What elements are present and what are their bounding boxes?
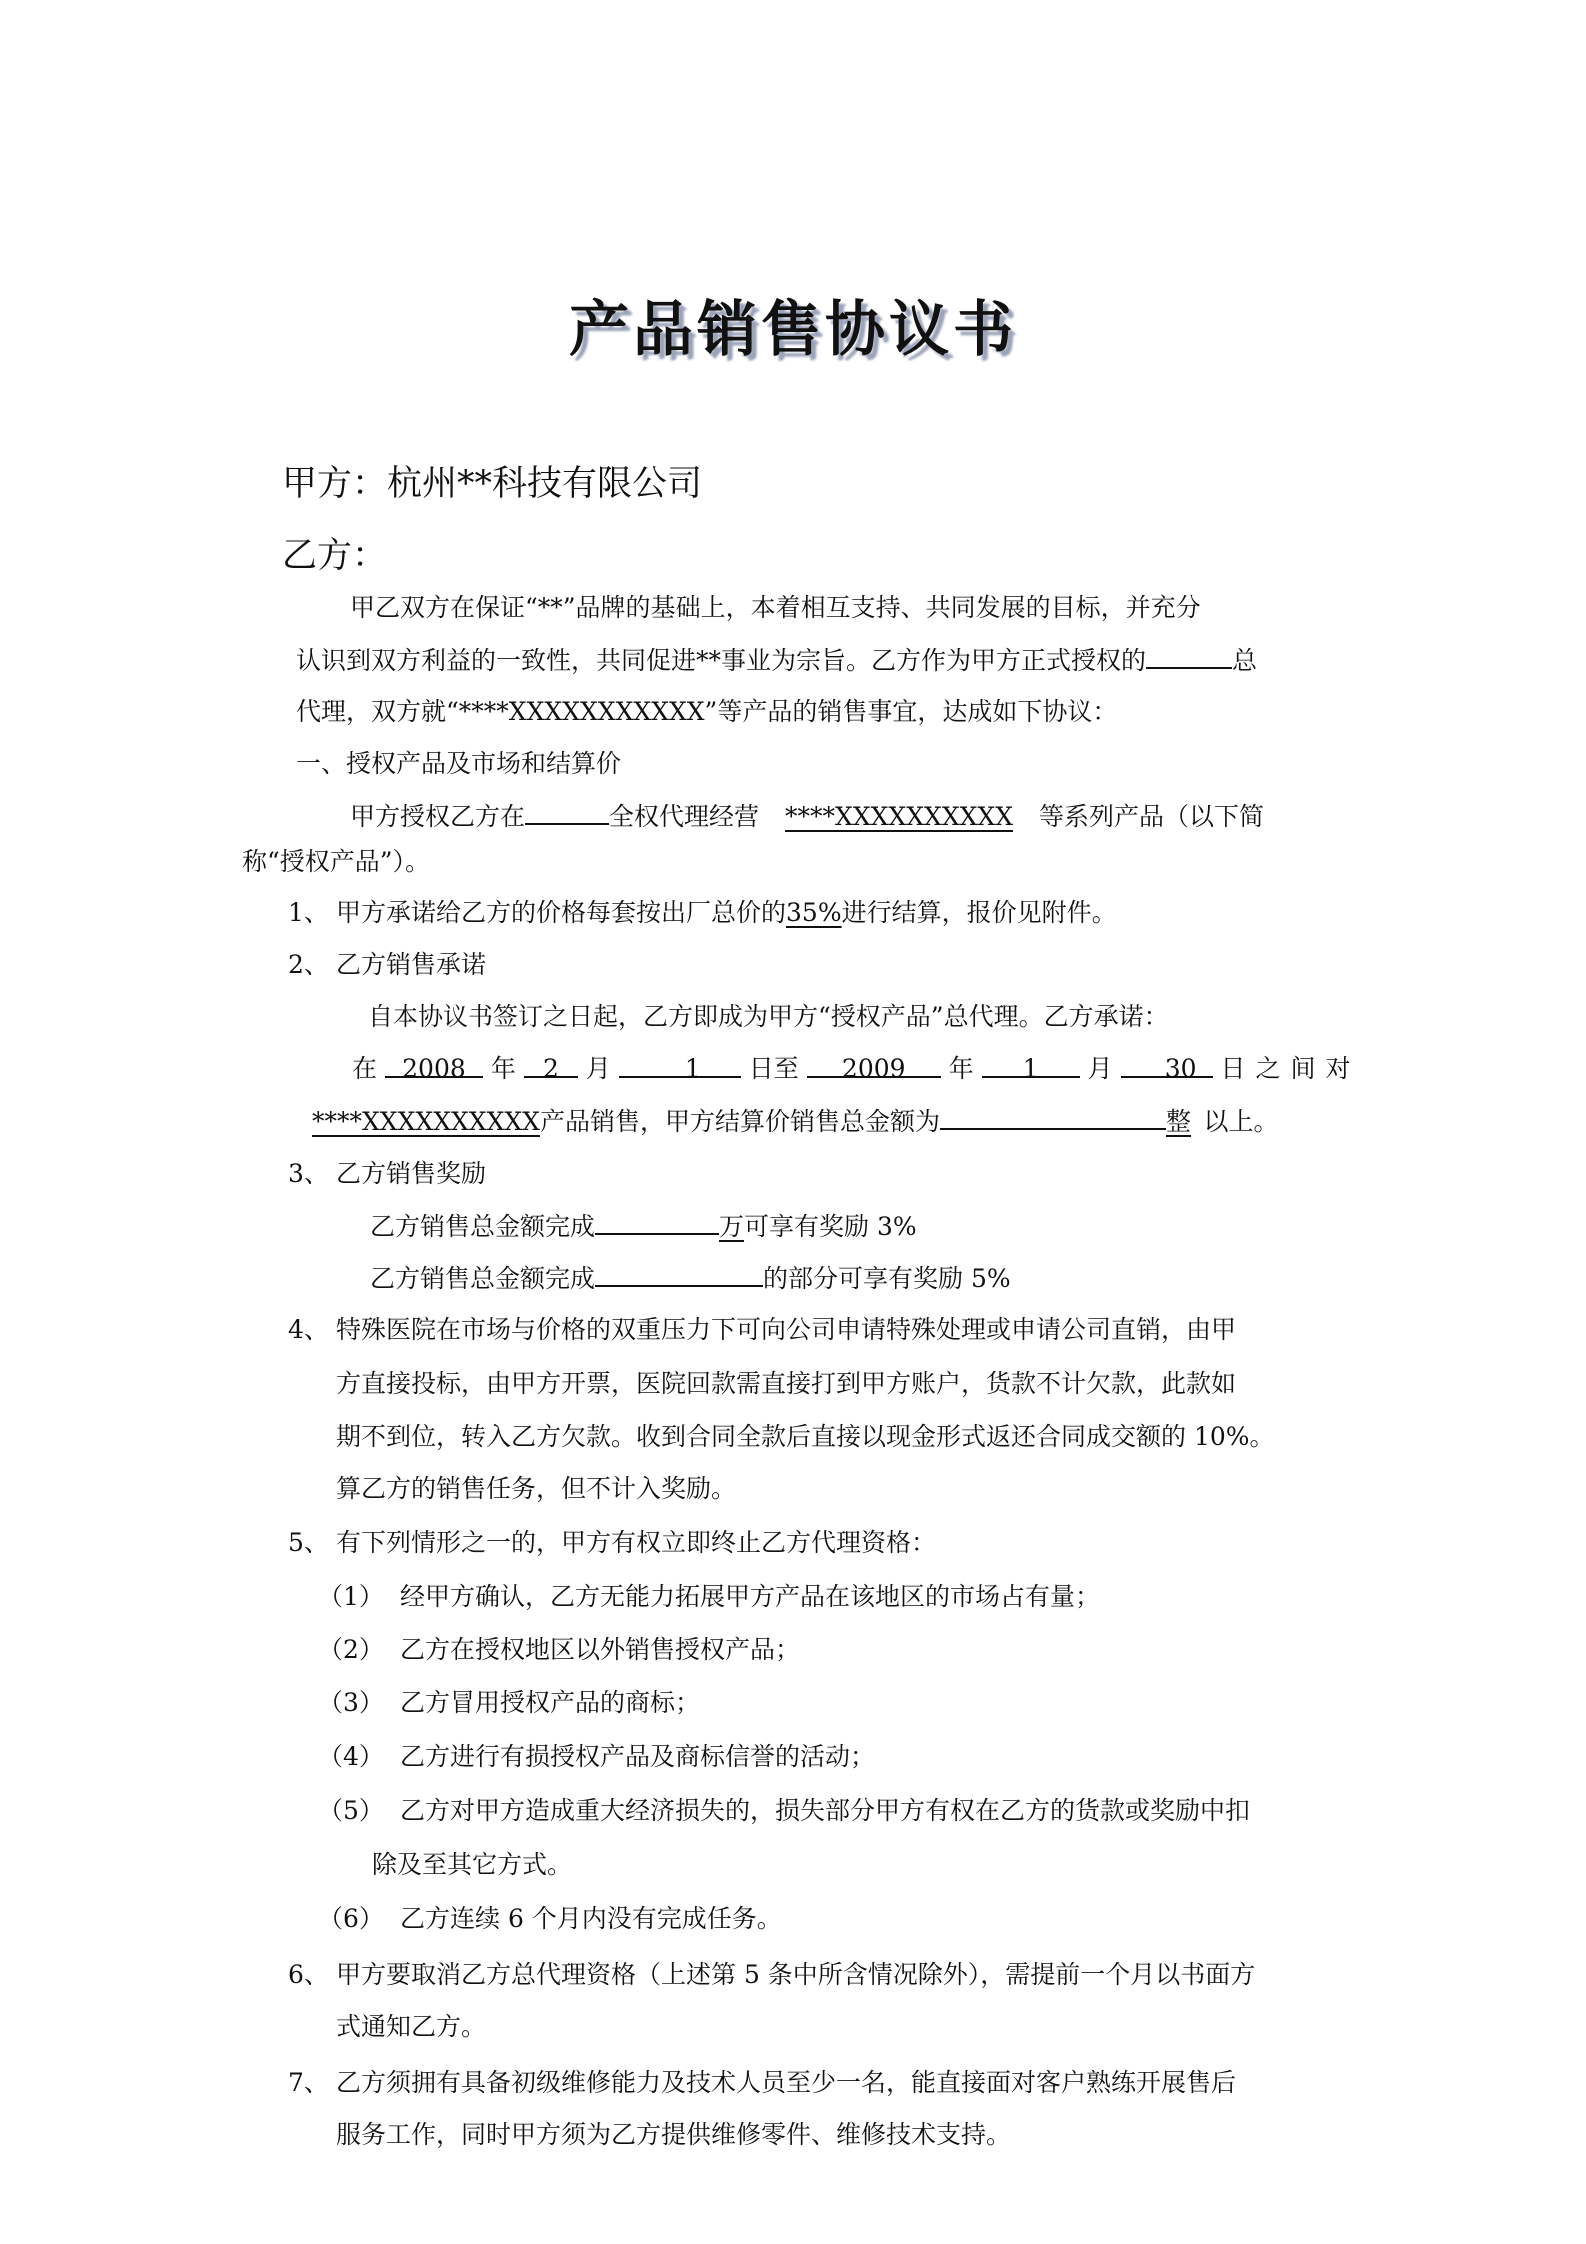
- reward-1-amount-field[interactable]: [595, 1209, 719, 1235]
- end-month: 1: [1022, 1054, 1039, 1083]
- start-day: 1: [684, 1054, 701, 1083]
- intro-line-3: 代理，双方就“****XXXXXXXXXXX”等产品的销售事宜，达成如下协议：: [296, 697, 1118, 726]
- date-zai: 在: [352, 1054, 378, 1083]
- start-year-field[interactable]: [385, 1052, 483, 1083]
- clause-4-line-3: 期不到位，转入乙方欠款。收到合同全款后直接以现金形式返还合同成交额的 10%。: [336, 1422, 1275, 1451]
- clause-5-item: [318, 1902, 782, 1936]
- clause-7-number: 7、: [288, 2068, 329, 2097]
- document-title: 产品销售协议书: [569, 295, 1017, 365]
- clause-6-number: 6、: [288, 1960, 329, 1989]
- clause-3-number: 3、: [288, 1159, 329, 1188]
- clause-2-line-1: 自本协议书签订之日起，乙方即成为甲方“授权产品”总代理。乙方承诺：: [368, 1002, 1169, 1031]
- clause-5-number: 5、: [288, 1528, 329, 1557]
- auth-region-blank[interactable]: [525, 799, 609, 825]
- clause-4-number: 4、: [288, 1315, 329, 1344]
- item-number: （2）: [318, 1635, 384, 1664]
- item-text: 乙方进行有损授权产品及商标信誉的活动；: [400, 1742, 876, 1771]
- clause-2-date-line: [352, 1052, 1361, 1086]
- item-text: 乙方冒用授权产品的商标；: [400, 1688, 701, 1717]
- clause-1-number: 1、: [288, 898, 329, 927]
- clause-1-text-b: 进行结算，报价见附件。: [841, 898, 1117, 927]
- auth-text-b: 全权代理经营: [609, 802, 760, 831]
- clause-2-number: 2、: [288, 950, 329, 979]
- item-number: （1）: [318, 1582, 384, 1611]
- clause-7-line-2: 服务工作，同时甲方须为乙方提供维修零件、维修技术支持。: [336, 2120, 1012, 2149]
- item-number: （5）: [318, 1796, 384, 1825]
- authorization-line-cont: 称“授权产品”）。: [242, 847, 431, 876]
- date-ri-zhijian-dui: 日之间对: [1220, 1054, 1361, 1083]
- item-number: （4）: [318, 1742, 384, 1771]
- total-amount-field[interactable]: [940, 1104, 1166, 1130]
- end-month-field[interactable]: [982, 1052, 1080, 1083]
- start-month: 2: [542, 1054, 559, 1083]
- clause-5-item-cont: 除及至其它方式。: [372, 1850, 573, 1879]
- item-text: 乙方在授权地区以外销售授权产品；: [400, 1635, 801, 1664]
- clause-1: [288, 896, 1117, 930]
- reward-line-2: [370, 1261, 1011, 1296]
- item-number: （6）: [318, 1904, 384, 1933]
- date-yue-1: 月: [585, 1054, 611, 1083]
- region-blank[interactable]: [1146, 643, 1232, 669]
- clause-3-heading: [288, 1157, 486, 1191]
- clause-4-line-4: 算乙方的销售任务，但不计入奖励。: [336, 1474, 737, 1503]
- clause-4-text-1: 特殊医院在市场与价格的双重压力下可向公司申请特殊处理或申请公司直销，由甲: [336, 1315, 1237, 1344]
- end-day: 30: [1164, 1054, 1197, 1083]
- clause-5-heading: [288, 1526, 936, 1560]
- party-b: 乙方：: [282, 536, 388, 576]
- clause-7-text-1: 乙方须拥有具备初级维修能力及技术人员至少一名，能直接面对客户熟练开展售后: [336, 2068, 1237, 2097]
- item-text: 乙方连续 6 个月内没有完成任务。: [400, 1904, 782, 1933]
- clause-1-text-a: 甲方承诺给乙方的价格每套按出厂总价的: [336, 898, 787, 927]
- reward-2-amount-field[interactable]: [595, 1261, 763, 1287]
- reward-2-text-a: 乙方销售总金额完成: [370, 1264, 596, 1293]
- auth-product: ****XXXXXXXXXX: [785, 802, 1014, 831]
- auth-text-a: 甲方授权乙方在: [350, 802, 526, 831]
- start-day-field[interactable]: [619, 1052, 741, 1083]
- auth-text-c: 等系列产品（以下简: [1039, 802, 1265, 831]
- clause-4-line-1: [288, 1313, 1236, 1347]
- reward-1-text-b: 可享有奖励 3%: [744, 1212, 917, 1241]
- clause-5-title: 有下列情形之一的，甲方有权立即终止乙方代理资格：: [336, 1528, 937, 1557]
- end-year: 2009: [841, 1054, 906, 1083]
- amount-zheng: 整: [1166, 1107, 1192, 1136]
- clause-5-item: [318, 1633, 800, 1667]
- intro-line-1: 甲乙双方在保证“**”品牌的基础上，本着相互支持、共同发展的目标，并充分: [350, 593, 1201, 622]
- reward-1-text-a: 乙方销售总金额完成: [370, 1212, 596, 1241]
- reward-1-unit: 万: [719, 1212, 745, 1241]
- reward-2-text-b: 的部分可享有奖励 5%: [763, 1264, 1011, 1293]
- clause-7-line-1: [288, 2066, 1236, 2100]
- clause-2-sales-line: [312, 1104, 1279, 1139]
- end-year-field[interactable]: [807, 1052, 941, 1083]
- sales-text-a: 产品销售，甲方结算价销售总金额为: [539, 1107, 940, 1136]
- item-text: 经甲方确认，乙方无能力拓展甲方产品在该地区的市场占有量；: [400, 1582, 1101, 1611]
- clause-5-item: [318, 1686, 700, 1720]
- intro-line-2-text: 认识到双方利益的一致性，共同促进**事业为宗旨。乙方作为甲方正式授权的: [296, 646, 1147, 675]
- start-year: 2008: [402, 1054, 466, 1083]
- clause-4-line-2: 方直接投标，由甲方开票，医院回款需直接打到甲方账户，货款不计欠款，此款如: [336, 1369, 1237, 1398]
- clause-5-item: [318, 1740, 875, 1774]
- clause-3-title: 乙方销售奖励: [336, 1159, 487, 1188]
- authorization-line: [350, 799, 1264, 834]
- date-yue-2: 月: [1087, 1054, 1113, 1083]
- settlement-rate: 35%: [786, 898, 842, 927]
- start-month-field[interactable]: [524, 1052, 578, 1083]
- date-nian-2: 年: [948, 1054, 974, 1083]
- date-nian-1: 年: [490, 1054, 516, 1083]
- clause-2-heading: [288, 948, 486, 982]
- clause-5-item: [318, 1794, 1250, 1828]
- auth-product-field: [759, 800, 1039, 831]
- clause-6-line-2: 式通知乙方。: [336, 2012, 487, 2041]
- clause-5-item: [318, 1580, 1100, 1614]
- committed-product: ****XXXXXXXXXX: [312, 1107, 540, 1136]
- intro-line-2: [296, 643, 1257, 678]
- end-day-field[interactable]: [1121, 1052, 1213, 1083]
- clause-6-line-1: [288, 1958, 1255, 1992]
- clause-6-text-1: 甲方要取消乙方总代理资格（上述第 5 条中所含情况除外），需提前一个月以书面方: [336, 1960, 1256, 1989]
- clause-2-title: 乙方销售承诺: [336, 950, 487, 979]
- intro-line-2-end: 总: [1232, 646, 1258, 675]
- party-a: 甲方：杭州**科技有限公司: [282, 464, 703, 504]
- item-number: （3）: [318, 1688, 384, 1717]
- item-text: 乙方对甲方造成重大经济损失的，损失部分甲方有权在乙方的货款或奖励中扣: [400, 1796, 1251, 1825]
- date-ri-zhi: 日至: [748, 1054, 799, 1083]
- reward-line-1: [370, 1209, 917, 1244]
- sales-text-b: 以上。: [1203, 1107, 1279, 1136]
- section-1-heading: 一、授权产品及市场和结算价: [296, 749, 622, 778]
